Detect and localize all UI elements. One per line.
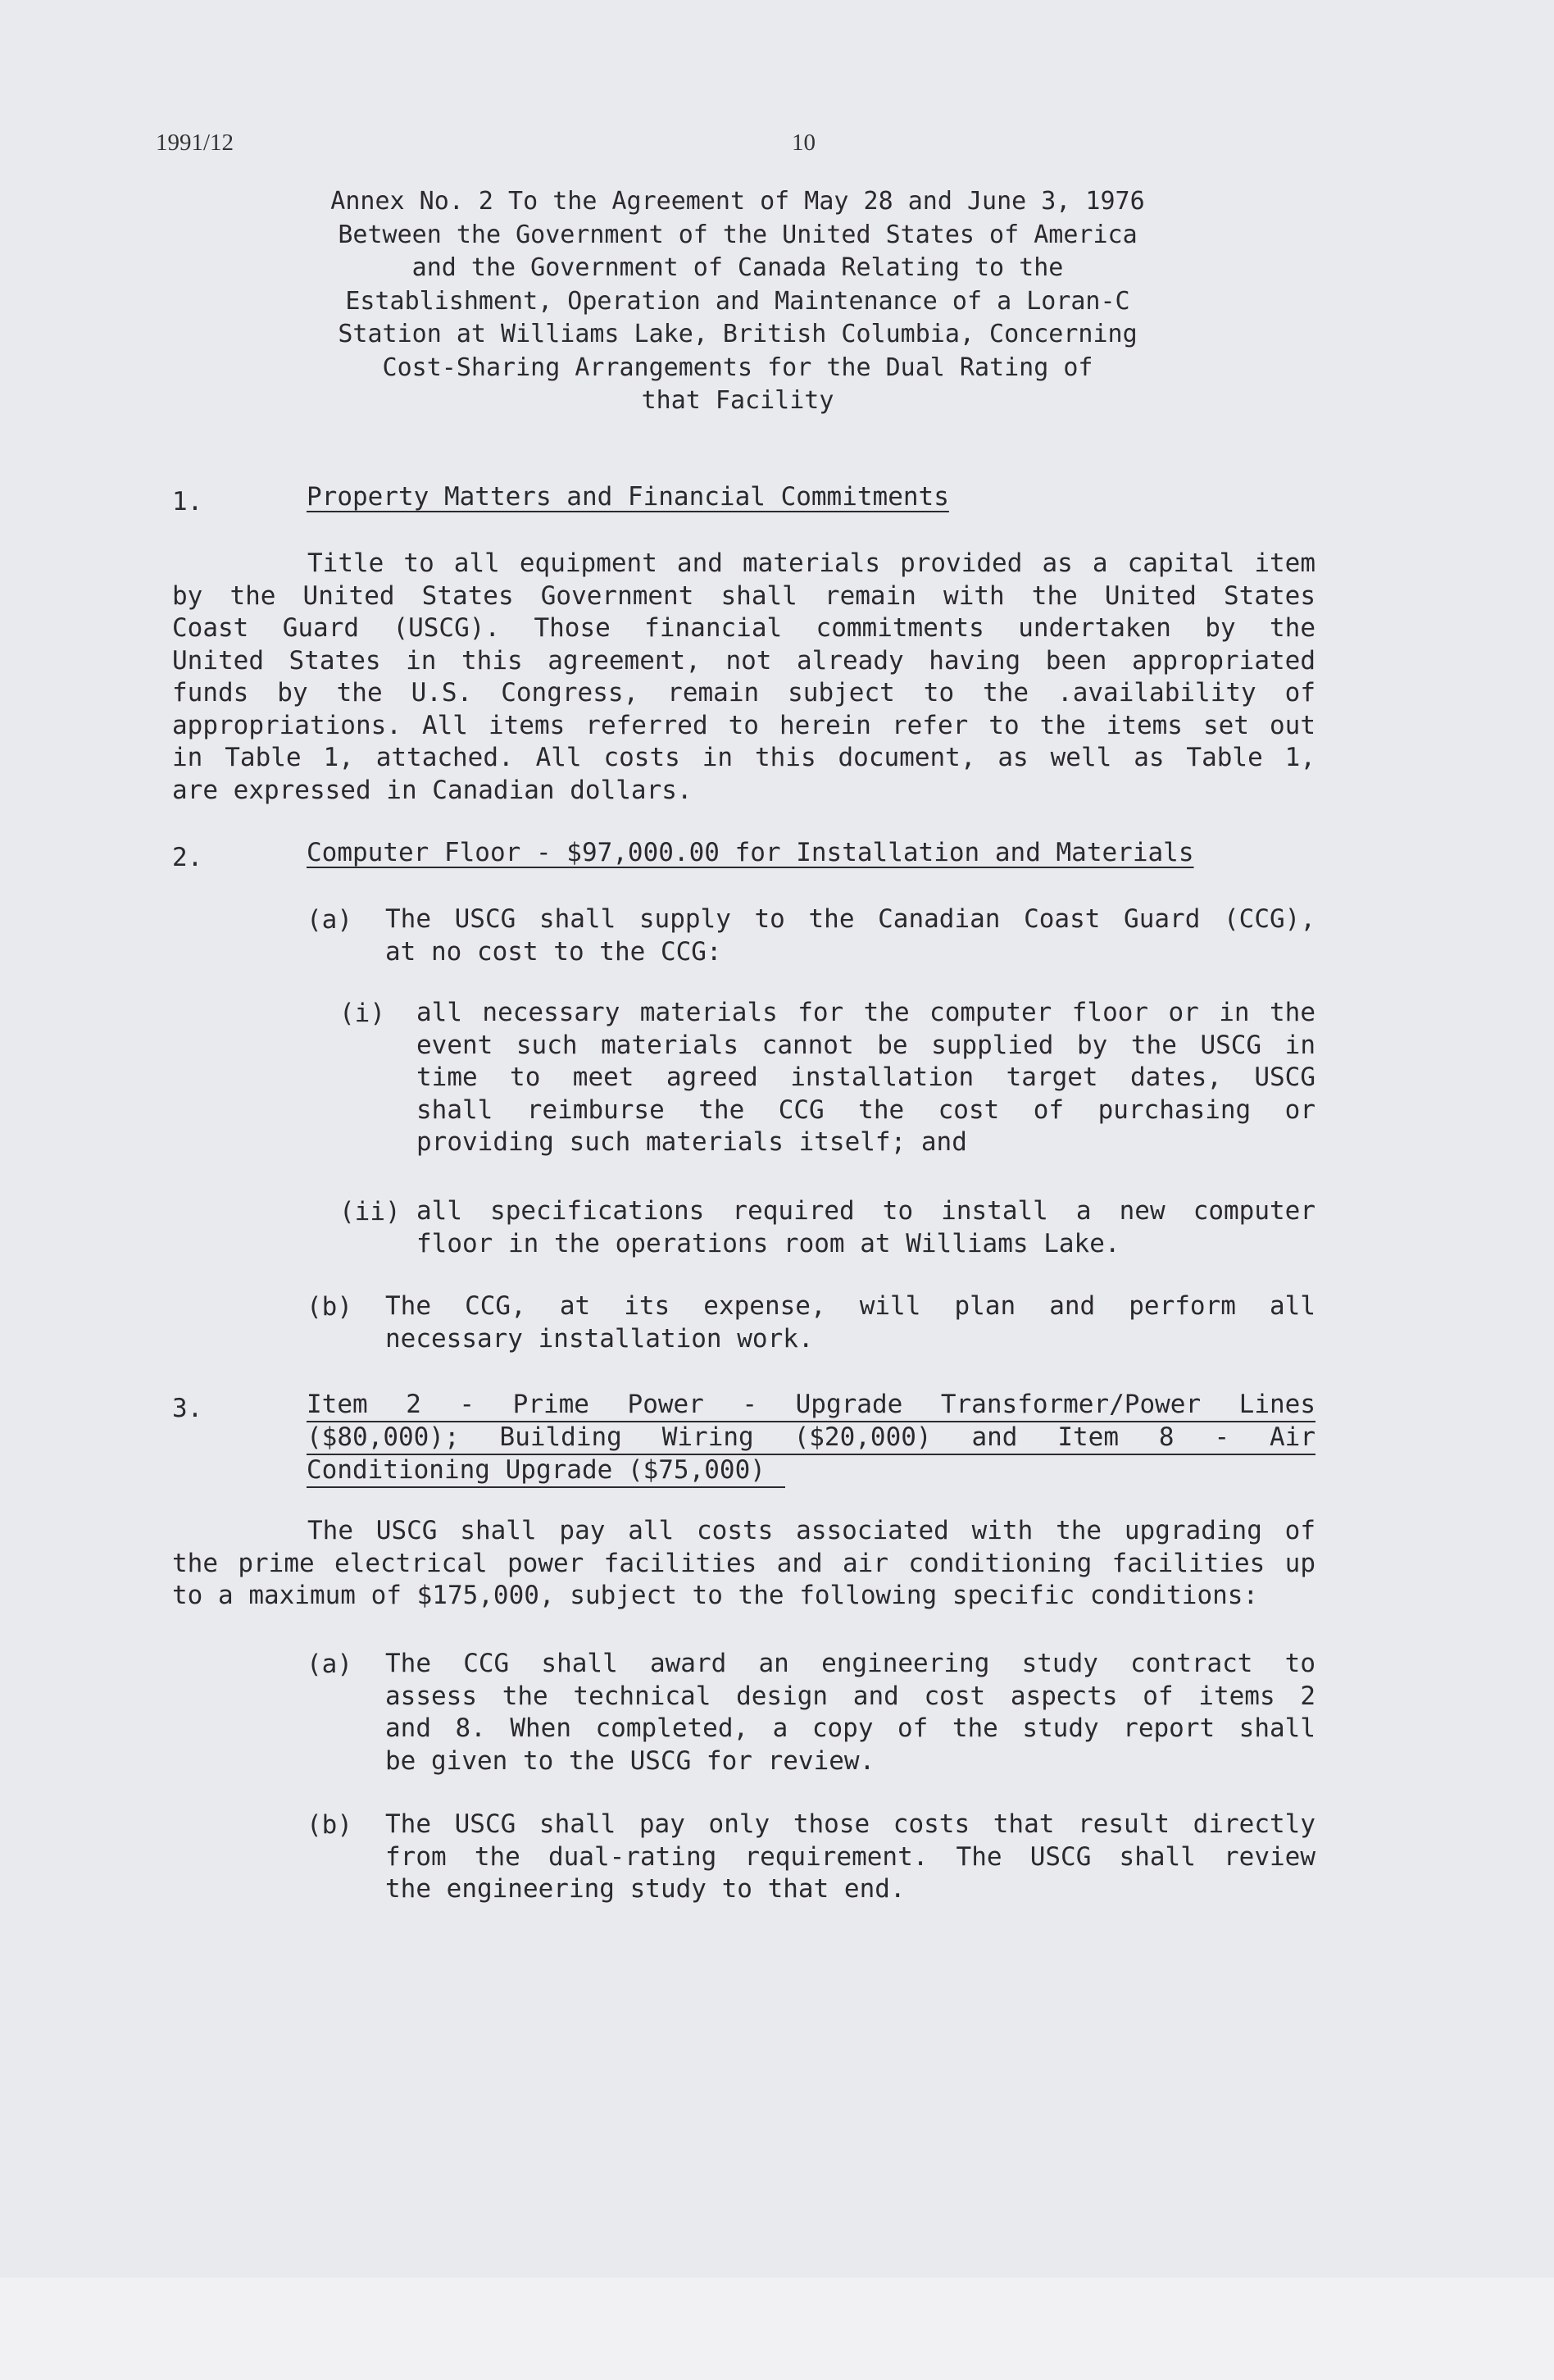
paragraph-line: Coast Guard (USCG). Those financial commitments undertaken by the: [172, 613, 1315, 643]
section-heading: Property Matters and Financial Commitments: [307, 482, 949, 512]
paragraph-line: The CCG, at its expense, will plan and perform all: [385, 1291, 1315, 1321]
title-line: that Facility: [641, 386, 834, 415]
section-number: 2.: [172, 843, 203, 872]
header-document-code: 1991/12: [156, 130, 234, 156]
paragraph-line: and 8. When completed, a copy of the study report shall: [385, 1713, 1315, 1743]
paragraph-line: providing such materials itself; and: [416, 1127, 967, 1157]
section-number: 1.: [172, 487, 203, 517]
heading-underline: [307, 1454, 1315, 1455]
title-line: Establishment, Operation and Maintenance of a Loran-C: [345, 286, 1130, 316]
annex-title: [246, 185, 1229, 418]
paragraph-line: Title to all equipment and materials provided as a capital item: [307, 548, 1315, 578]
heading-line: ($80,000); Building Wiring ($20,000) and Item 8 - Air: [307, 1422, 1315, 1452]
paragraph-line: the engineering study to that end.: [385, 1874, 906, 1904]
paragraph-line: be given to the USCG for review.: [385, 1745, 875, 1776]
subitem-ii-text: [416, 1195, 1315, 1260]
item-b-text: [385, 1290, 1315, 1355]
subitem-label: (i): [339, 999, 385, 1028]
heading-line: Conditioning Upgrade ($75,000): [307, 1455, 766, 1485]
subitem-label: (ii): [339, 1197, 401, 1226]
paragraph-line: The USCG shall pay only those costs that result directly: [385, 1809, 1315, 1839]
paragraph-line: funds by the U.S. Congress, remain subject to the .availability of: [172, 678, 1315, 708]
heading-underline: [307, 1421, 1315, 1422]
title-line: Cost-Sharing Arrangements for the Dual Rating of: [382, 353, 1093, 382]
section-1-paragraph: [172, 548, 1315, 807]
paragraph-line: all necessary materials for the computer floor or in the: [416, 998, 1315, 1027]
item-label: (b): [307, 1810, 352, 1840]
paragraph-line: appropriations. All items referred to herein refer to the items set out: [172, 710, 1315, 740]
paragraph-line: The USCG shall supply to the Canadian Coast Guard (CCG),: [385, 904, 1315, 934]
paragraph-line: by the United States Government shall remain with the United States: [172, 580, 1315, 611]
paragraph-line: time to meet agreed installation target dates, USCG: [416, 1063, 1315, 1092]
section-3-heading: [307, 1388, 1315, 1486]
heading-underline: [307, 1486, 785, 1488]
item-a-text: [385, 903, 1315, 968]
title-line: Station at Williams Lake, British Columbia, Concerning: [338, 320, 1138, 348]
header-page-number: 10: [792, 130, 816, 156]
scan-edge-band: [0, 2278, 1554, 2380]
subitem-i-text: [416, 997, 1315, 1159]
paragraph-line: United States in this agreement, not already having been appropriated: [172, 645, 1315, 676]
item-b-text: [385, 1809, 1315, 1906]
heading-line: Item 2 - Prime Power - Upgrade Transformer/Power Lines: [307, 1390, 1315, 1419]
paragraph-line: are expressed in Canadian dollars.: [172, 775, 693, 805]
paragraph-line: at no cost to the CCG:: [385, 936, 722, 967]
paragraph-line: to a maximum of $175,000, subject to the following specific conditions:: [172, 1581, 1259, 1610]
title-line: Annex No. 2 To the Agreement of May 28 and June 3, 1976: [330, 187, 1145, 216]
paragraph-line: The USCG shall pay all costs associated with the upgrading of: [307, 1516, 1315, 1545]
paragraph-line: from the dual-rating requirement. The USCG shall review: [385, 1841, 1315, 1872]
paragraph-line: The CCG shall award an engineering study contract to: [385, 1649, 1315, 1678]
item-label: (b): [307, 1292, 352, 1322]
item-a-text: [385, 1648, 1315, 1777]
paragraph-line: assess the technical design and cost aspects of items 2: [385, 1681, 1315, 1711]
paragraph-line: the prime electrical power facilities and air conditioning facilities up: [172, 1548, 1315, 1578]
paragraph-line: shall reimburse the CCG the cost of purchasing or: [416, 1094, 1315, 1125]
title-line: Between the Government of the United States of America: [338, 220, 1138, 249]
section-heading: Computer Floor - $97,000.00 for Installation and Materials: [307, 838, 1194, 867]
section-number: 3.: [172, 1394, 203, 1423]
item-label: (a): [307, 1650, 352, 1679]
section-3-paragraph: [172, 1515, 1315, 1613]
paragraph-line: floor in the operations room at Williams Lake.: [416, 1228, 1120, 1258]
item-label: (a): [307, 905, 352, 935]
paragraph-line: event such materials cannot be supplied by the USCG in: [416, 1030, 1315, 1060]
paragraph-line: in Table 1, attached. All costs in this document, as well as Table 1,: [172, 743, 1315, 772]
paragraph-line: necessary installation work.: [385, 1323, 814, 1354]
paragraph-line: all specifications required to install a new computer: [416, 1196, 1315, 1226]
title-line: and the Government of Canada Relating to the: [411, 253, 1064, 282]
